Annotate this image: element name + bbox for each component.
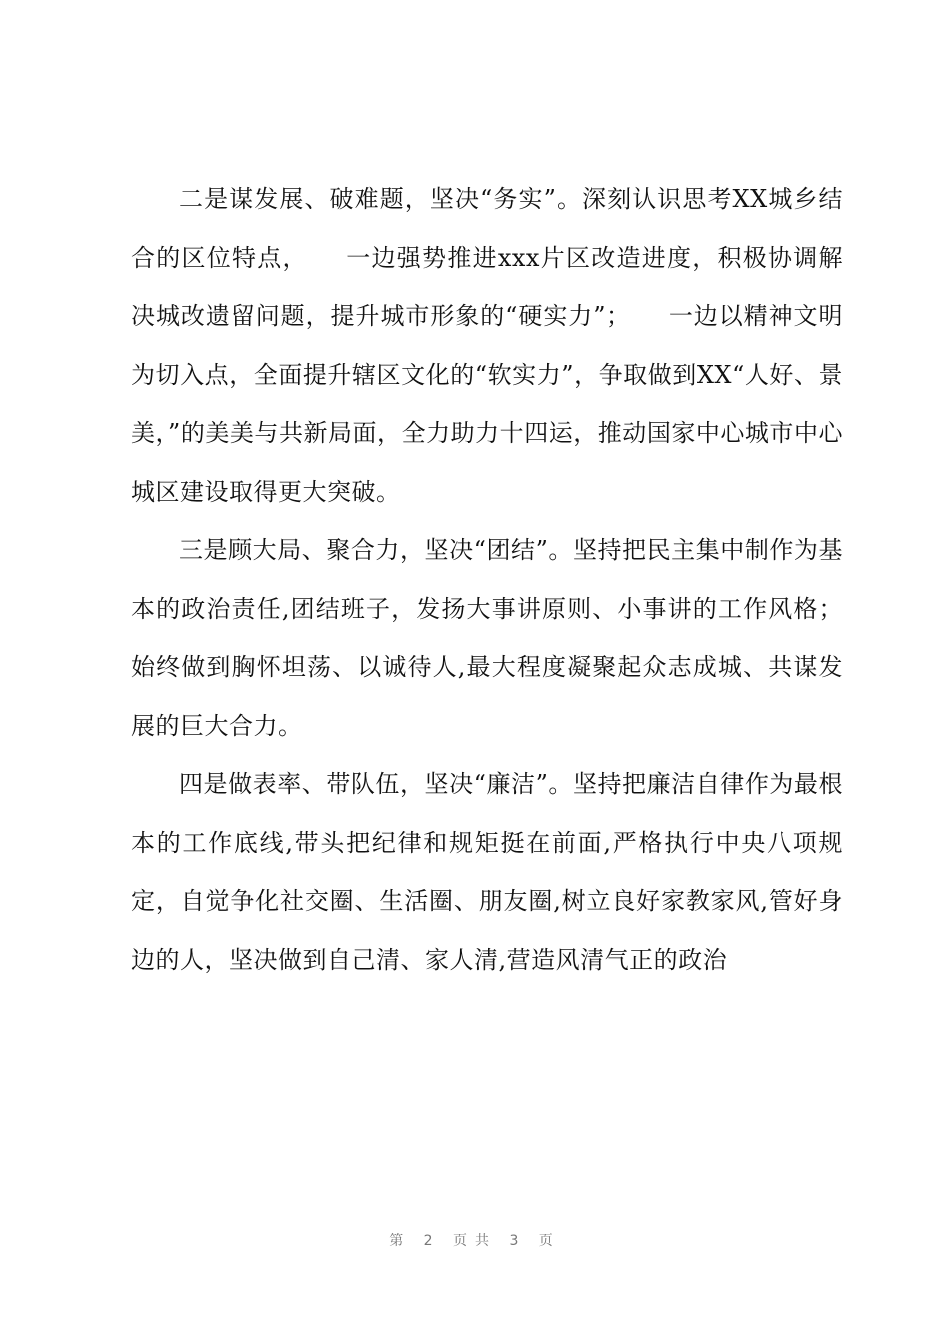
- paragraph-fourth-point: 四是做表率、带队伍，坚决“廉洁”。坚持把廉洁自律作为最根本的工作底线,带头把纪律和规矩挺在前面,严格执行中央八项规定，自觉争化社交圈、生活圈、朋友圈,树立良好家教家风,管好身边的人，坚决做到自己清、家人清,营造风清气正的政治: [131, 770, 843, 974]
- paragraph-second-point: 二是谋发展、破难题，坚决“务实”。深刻认识思考XX城乡结合的区位特点， 一边强势推进xxx片区改造进度，积极协调解决城改遗留问题，提升城市形象的“硬实力”； 一边以精神文明为切入点，全面提升辖区文化的“软实力”，争取做到XX“人好、景美，”的美美与共新局面，全力助力十四运，推动国家中心城市中心城区建设取得更大突破。: [131, 185, 843, 506]
- document-body: [131, 170, 843, 989]
- paragraph-third-point: 三是顾大局、聚合力，坚决“团结”。坚持把民主集中制作为基本的政治责任,团结班子，发扬大事讲原则、小事讲的工作风格；始终做到胸怀坦荡、以诚待人,最大程度凝聚起众志成城、共谋发展的巨大合力。: [131, 536, 843, 740]
- page-number-footer: 第 2 页共 3 页: [389, 1233, 561, 1249]
